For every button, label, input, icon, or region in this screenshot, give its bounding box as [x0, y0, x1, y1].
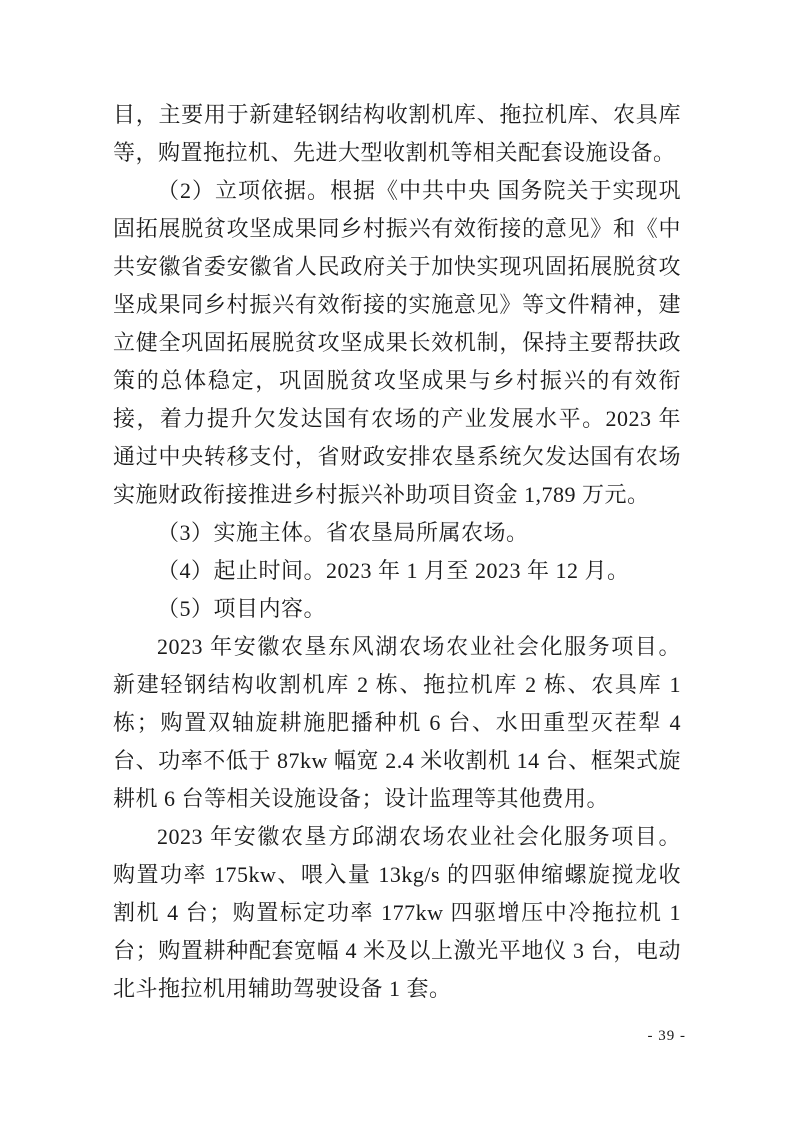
paragraph-list [113, 96, 681, 1008]
page-number: - 39 - [647, 1028, 686, 1044]
paragraph: （3）实施主体。省农垦局所属农场。 [157, 520, 529, 545]
paragraph: 2023 年安徽农垦方邱湖农场农业社会化服务项目。购置功率 175kw、喂入量 13kg/s 的四驱伸缩螺旋搅龙收割机 4 台；购置标定功率 177kw 四驱增压中冷拖拉机 1 台；购置耕种配套宽幅 4 米及以上激光平地仪 3 台，电动北斗拖拉机用辅助驾驶设备 1 套。 [113, 824, 681, 1001]
paragraph: （4）起止时间。2023 年 1 月至 2023 年 12 月。 [157, 558, 630, 583]
paragraph: （5）项目内容。 [157, 596, 327, 621]
paragraph: （2）立项依据。根据《中共中央 国务院关于实现巩固拓展脱贫攻坚成果同乡村振兴有效衔接的意见》和《中共安徽省委安徽省人民政府关于加快实现巩固拓展脱贫攻坚成果同乡村振兴有效衔接的实施意见》等文件精神，建立健全巩固拓展脱贫攻坚成果长效机制，保持主要帮扶政策的总体稳定，巩固脱贫攻坚成果与乡村振兴的有效衔接，着力提升欠发达国有农场的产业发展水平。2023 年通过中央转移支付，省财政安排农垦系统欠发达国有农场实施财政衔接推进乡村振兴补助项目资金 1,789 万元。 [113, 178, 681, 507]
paragraph: 目，主要用于新建轻钢结构收割机库、拖拉机库、农具库等，购置拖拉机、先进大型收割机等相关配套设施设备。 [113, 102, 681, 165]
paragraph: 2023 年安徽农垦东风湖农场农业社会化服务项目。新建轻钢结构收割机库 2 栋、拖拉机库 2 栋、农具库 1 栋；购置双轴旋耕施肥播种机 6 台、水田重型灭茬犁 4 台、功率不低于 87kw 幅宽 2.4 米收割机 14 台、框架式旋耕机 6 台等相关设施设备；设计监理等其他费用。 [113, 634, 681, 811]
